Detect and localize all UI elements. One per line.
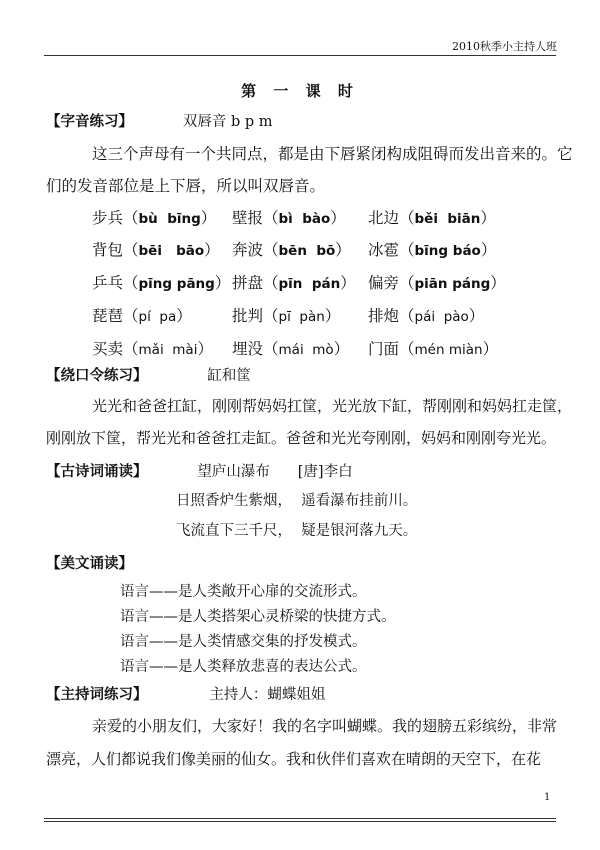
word-pinyin: bì bào [278, 211, 331, 227]
word-close-paren: ） [482, 340, 499, 358]
word-hanzi: 壁报（ [232, 209, 279, 227]
pinyin-word [92, 206, 216, 228]
word-hanzi: 排炮（ [368, 307, 415, 325]
paragraph-line: 这三个声母有一个共同点，都是由下唇紧闭构成阻碍而发出音来的。它 [92, 145, 573, 163]
word-pinyin: bēi bāo [138, 243, 205, 259]
section-heading: 【古诗词诵读】 [46, 463, 148, 480]
word-pinyin: pīn pán [278, 276, 341, 292]
poem-author: [唐]李白 [297, 464, 353, 480]
word-pinyin: bīng báo [414, 243, 481, 259]
word-hanzi: 拼盘（ [232, 274, 279, 292]
pinyin-word [368, 271, 506, 293]
word-hanzi: 琵琶（ [92, 307, 139, 325]
pinyin-word [92, 304, 192, 326]
word-close-paren: ） [333, 340, 350, 358]
section-heading: 【字音练习】 [46, 113, 133, 130]
word-hanzi: 奔波（ [232, 241, 279, 259]
section-heading: 【主持词练习】 [46, 686, 148, 703]
footer-rule [44, 818, 556, 819]
paragraph-line: 亲爱的小朋友们，大家好！我的名字叫蝴蝶。我的翅膀五彩缤纷，非常 [92, 717, 558, 735]
section-subtitle: 主持人：蝴蝶姐姐 [209, 687, 326, 703]
word-close-paren: ） [176, 307, 192, 325]
word-hanzi: 北边（ [368, 209, 415, 227]
word-close-paren: ） [324, 307, 341, 325]
section-host-script [46, 683, 325, 704]
section-heading: 【美文诵读】 [46, 555, 133, 572]
poem-line: 日照香炉生紫烟， 遥看瀑布挂前川。 [176, 493, 418, 509]
word-hanzi: 乒乓（ [92, 274, 139, 292]
section-tongue-twister [46, 364, 251, 385]
word-hanzi: 背包（ [92, 241, 139, 259]
word-close-paren: ） [204, 241, 220, 259]
word-pinyin: běi biān [414, 211, 481, 227]
pinyin-word [368, 238, 496, 260]
paragraph-line: 光光和爸爸扛缸，刚刚帮妈妈扛筐，光光放下缸，帮刚刚和妈妈扛走筐， [92, 397, 573, 415]
word-hanzi: 批判（ [232, 307, 279, 325]
poem-line: 飞流直下三千尺， 疑是银河落九天。 [176, 523, 418, 539]
pinyin-word [368, 337, 498, 359]
section-subtitle: 缸和筐 [207, 368, 251, 384]
prose-line: 语言——是人类搭架心灵桥梁的快捷方式。 [120, 609, 396, 625]
section-heading: 【绕口令练习】 [46, 367, 148, 384]
word-hanzi: 步兵（ [92, 209, 139, 227]
footer-rule [44, 821, 556, 822]
word-hanzi: 偏旁（ [368, 274, 415, 292]
word-close-paren: ） [214, 274, 231, 292]
word-pinyin: pī pàn [278, 309, 325, 325]
word-hanzi: 门面（ [368, 340, 415, 358]
word-pinyin: pí pa [138, 309, 177, 325]
prose-line: 语言——是人类情感交集的抒发模式。 [120, 634, 367, 650]
page-number: 1 [544, 792, 551, 803]
word-hanzi: 冰雹（ [368, 241, 415, 259]
word-close-paren: ） [200, 209, 217, 227]
word-pinyin: mái mò [278, 342, 334, 358]
poem-title: 望庐山瀑布 [197, 464, 270, 480]
word-pinyin: piān páng [414, 276, 491, 292]
word-pinyin: pīng pāng [138, 276, 215, 292]
word-pinyin: bù bīng [138, 211, 201, 227]
pinyin-word [232, 238, 351, 260]
word-close-paren: ） [480, 209, 496, 227]
page-title: 第 一 课 时 [241, 82, 359, 100]
word-hanzi: 买卖（ [92, 340, 139, 358]
header-rule [44, 55, 556, 56]
word-close-paren: ） [197, 340, 213, 358]
pinyin-word [92, 337, 213, 359]
paragraph-line: 漂亮，人们都说我们像美丽的仙女。我和伙伴们喜欢在晴朗的天空下，在花 [46, 750, 542, 768]
word-close-paren: ） [330, 209, 346, 227]
pinyin-word [232, 271, 356, 293]
pinyin-word [368, 206, 496, 228]
pinyin-word [232, 337, 349, 359]
word-close-paren: ） [480, 241, 497, 259]
section-prose [46, 552, 133, 573]
pinyin-word [232, 206, 346, 228]
word-close-paren: ） [340, 274, 356, 292]
word-close-paren: ） [468, 307, 485, 325]
section-poem [46, 460, 353, 481]
word-pinyin: bēn bō [278, 243, 336, 259]
word-pinyin: mén miàn [414, 342, 483, 358]
word-hanzi: 埋没（ [232, 340, 279, 358]
word-close-paren: ） [335, 241, 351, 259]
pinyin-word [232, 304, 340, 326]
section-subtitle: 双唇音 b p m [182, 114, 273, 130]
pinyin-word [92, 238, 220, 260]
running-header: 2010秋季小主持人班 [452, 40, 557, 53]
paragraph-line: 们的发音部位是上下唇，所以叫双唇音。 [46, 177, 326, 195]
paragraph-line: 刚刚放下筐，帮光光和爸爸扛走缸。爸爸和光光夸刚刚，妈妈和刚刚夸光光。 [46, 429, 557, 447]
pinyin-word [92, 271, 230, 293]
word-pinyin: mǎi mài [138, 342, 198, 358]
prose-line: 语言——是人类释放悲喜的表达公式。 [120, 659, 367, 675]
section-pronunciation [46, 110, 273, 131]
pinyin-word [368, 304, 484, 326]
word-pinyin: pái pào [414, 309, 469, 325]
prose-line: 语言——是人类敞开心扉的交流形式。 [120, 584, 367, 600]
word-close-paren: ） [490, 274, 506, 292]
